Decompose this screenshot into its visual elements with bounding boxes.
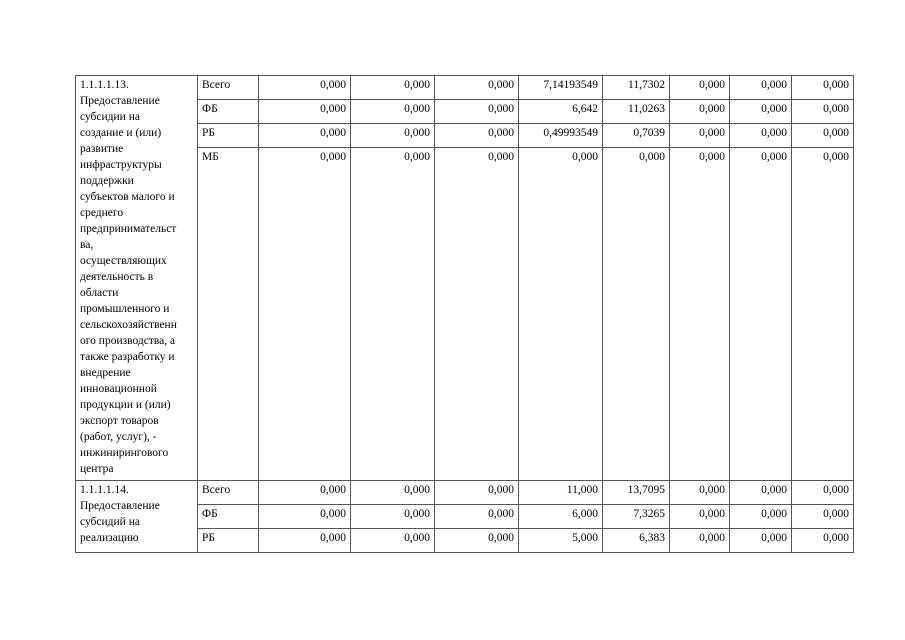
value-cell: 6,000	[519, 505, 603, 529]
value-cell: 0,000	[603, 148, 670, 481]
value-cell: 0,000	[351, 76, 435, 100]
source-label: РБ	[198, 124, 259, 148]
value-cell: 0,000	[792, 505, 854, 529]
value-cell: 11,000	[519, 481, 603, 505]
row-description: 1.1.1.1.13. Предоставление субсидии на создание и (или) развитие инфраструктуры поддержки субъектов малого и среднего предпринимательст ва, осуществляющих деятельность в области промышленного и сельскохозяйственн ого производства, а также разработку и внедрение инновационной продукции и (или) экспорт товаров (работ, услуг), - инжинирингового центра	[76, 76, 198, 481]
value-cell: 11,0263	[603, 100, 670, 124]
source-label: РБ	[198, 529, 259, 553]
value-cell: 0,000	[435, 505, 519, 529]
value-cell: 0,000	[259, 529, 351, 553]
value-cell: 0,000	[792, 148, 854, 481]
value-cell: 0,000	[259, 124, 351, 148]
value-cell: 6,383	[603, 529, 670, 553]
value-cell: 7,3265	[603, 505, 670, 529]
value-cell: 0,000	[670, 76, 730, 100]
table-row	[76, 76, 854, 100]
source-label: ФБ	[198, 505, 259, 529]
value-cell: 0,000	[259, 100, 351, 124]
value-cell: 0,000	[259, 148, 351, 481]
value-cell: 0,000	[670, 505, 730, 529]
value-cell: 0,000	[730, 148, 792, 481]
value-cell: 0,000	[259, 481, 351, 505]
value-cell: 0,000	[792, 481, 854, 505]
value-cell: 0,000	[351, 529, 435, 553]
budget-table	[75, 75, 854, 553]
value-cell: 11,7302	[603, 76, 670, 100]
value-cell: 0,000	[792, 124, 854, 148]
value-cell: 0,000	[730, 124, 792, 148]
source-label: ФБ	[198, 100, 259, 124]
value-cell: 0,000	[670, 100, 730, 124]
value-cell: 0,000	[351, 100, 435, 124]
value-cell: 13,7095	[603, 481, 670, 505]
value-cell: 0,000	[730, 529, 792, 553]
value-cell: 0,000	[351, 505, 435, 529]
value-cell: 0,000	[792, 529, 854, 553]
value-cell: 0,000	[351, 124, 435, 148]
value-cell: 0,000	[435, 148, 519, 481]
value-cell: 0,000	[730, 76, 792, 100]
value-cell: 0,000	[730, 481, 792, 505]
value-cell: 0,000	[730, 100, 792, 124]
value-cell: 6,642	[519, 100, 603, 124]
value-cell: 0,000	[351, 481, 435, 505]
value-cell: 0,000	[435, 529, 519, 553]
value-cell: 0,000	[259, 76, 351, 100]
value-cell: 0,000	[670, 481, 730, 505]
value-cell: 5,000	[519, 529, 603, 553]
row-description: 1.1.1.1.14. Предоставление субсидий на реализацию	[76, 481, 198, 553]
value-cell: 0,000	[519, 148, 603, 481]
source-label: МБ	[198, 148, 259, 481]
value-cell: 0,000	[435, 100, 519, 124]
value-cell: 0,7039	[603, 124, 670, 148]
value-cell: 0,49993549	[519, 124, 603, 148]
value-cell: 0,000	[435, 124, 519, 148]
value-cell: 0,000	[670, 124, 730, 148]
table-row	[76, 481, 854, 505]
value-cell: 0,000	[351, 148, 435, 481]
value-cell: 0,000	[792, 76, 854, 100]
source-label: Всего	[198, 481, 259, 505]
value-cell: 0,000	[435, 481, 519, 505]
value-cell: 0,000	[730, 505, 792, 529]
value-cell: 0,000	[670, 529, 730, 553]
value-cell: 0,000	[670, 148, 730, 481]
value-cell: 0,000	[435, 76, 519, 100]
value-cell: 0,000	[792, 100, 854, 124]
value-cell: 7,14193549	[519, 76, 603, 100]
value-cell: 0,000	[259, 505, 351, 529]
source-label: Всего	[198, 76, 259, 100]
